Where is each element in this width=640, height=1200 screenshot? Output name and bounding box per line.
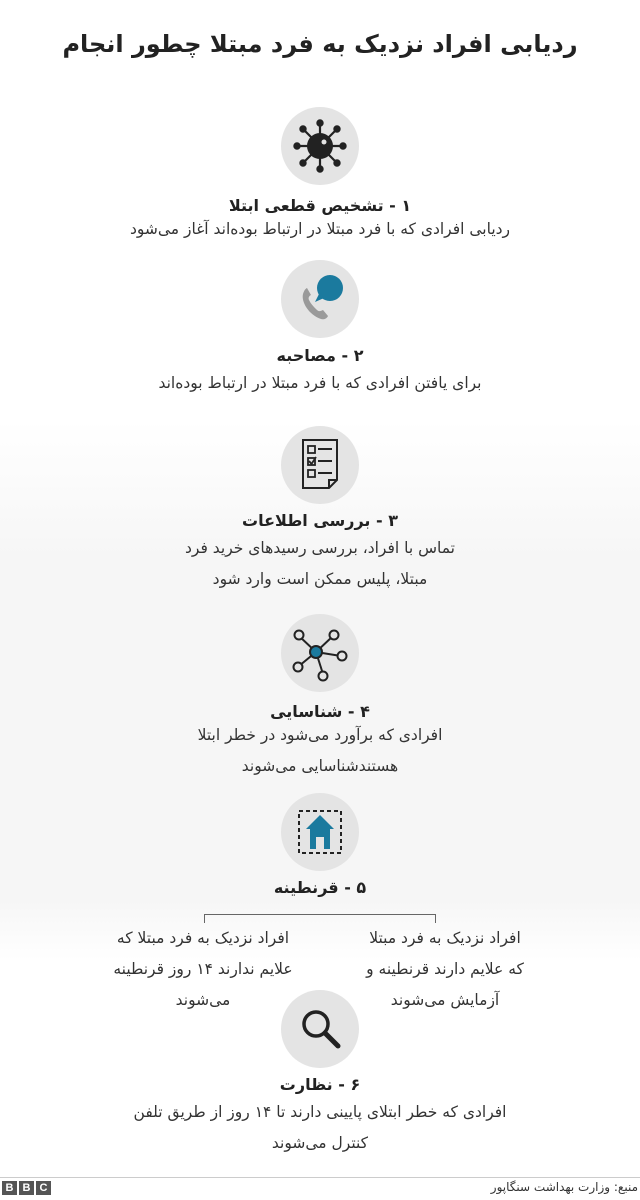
step-3-description: تماس با افراد، بررسی رسیدهای خرید فرد مبتلا، پلیس ممکن است وارد شود bbox=[184, 539, 456, 588]
step-1-description: ردیابی افرادی که با فرد مبتلا در ارتباط بوده‌اند آغاز می‌شود bbox=[129, 220, 511, 238]
quarantine-branch-symptomatic: افراد نزدیک به فرد مبتلا که علایم دارند قرنطینه و آزمایش می‌شوند bbox=[366, 929, 524, 1009]
network-icon bbox=[281, 614, 359, 692]
step-6-description: افرادی که خطر ابتلای پایینی دارند تا ۱۴ روز از طریق تلفن کنترل می‌شوند bbox=[133, 1103, 507, 1152]
source-credit: منبع: وزارت بهداشت سنگاپور bbox=[490, 1180, 638, 1194]
step-1-heading: ۱ - تشخیص قطعی ابتلا bbox=[228, 196, 412, 215]
quarantine-branch-asymptomatic: افراد نزدیک به فرد مبتلا که علایم ندارند ۱۴ روز قرنطینه می‌شوند bbox=[113, 929, 293, 1009]
step-4-heading: ۴ - شناسایی bbox=[270, 702, 370, 721]
magnifier-icon bbox=[281, 990, 359, 1068]
bbc-logo bbox=[2, 1181, 51, 1195]
phone-chat-icon bbox=[281, 260, 359, 338]
bbc-logo-letter: C bbox=[36, 1181, 51, 1195]
step-4-description: افرادی که برآورد می‌شود در خطر ابتلا هستندشناسایی می‌شوند bbox=[197, 726, 443, 775]
step-2-heading: ۲ - مصاحبه bbox=[276, 346, 364, 365]
step-5-heading: ۵ - قرنطینه bbox=[273, 878, 367, 897]
step-2-description: برای یافتن افرادی که با فرد مبتلا در ارتباط بوده‌اند bbox=[158, 374, 482, 392]
checklist-document-icon bbox=[281, 426, 359, 504]
step-6-heading: ۶ - نظارت bbox=[279, 1075, 361, 1094]
branch-connector-horizontal bbox=[204, 914, 436, 915]
virus-icon bbox=[281, 107, 359, 185]
footer-divider bbox=[0, 1177, 640, 1178]
page-title: ردیابی افراد نزدیک به فرد مبتلا چطور انجام bbox=[62, 30, 578, 58]
house-quarantine-icon bbox=[281, 793, 359, 871]
step-3-heading: ۳ - بررسی اطلاعات bbox=[242, 511, 398, 530]
bbc-logo-letter: B bbox=[2, 1181, 17, 1195]
branch-connector-right bbox=[435, 914, 436, 923]
bbc-logo-letter: B bbox=[19, 1181, 34, 1195]
branch-connector-left bbox=[204, 914, 205, 923]
